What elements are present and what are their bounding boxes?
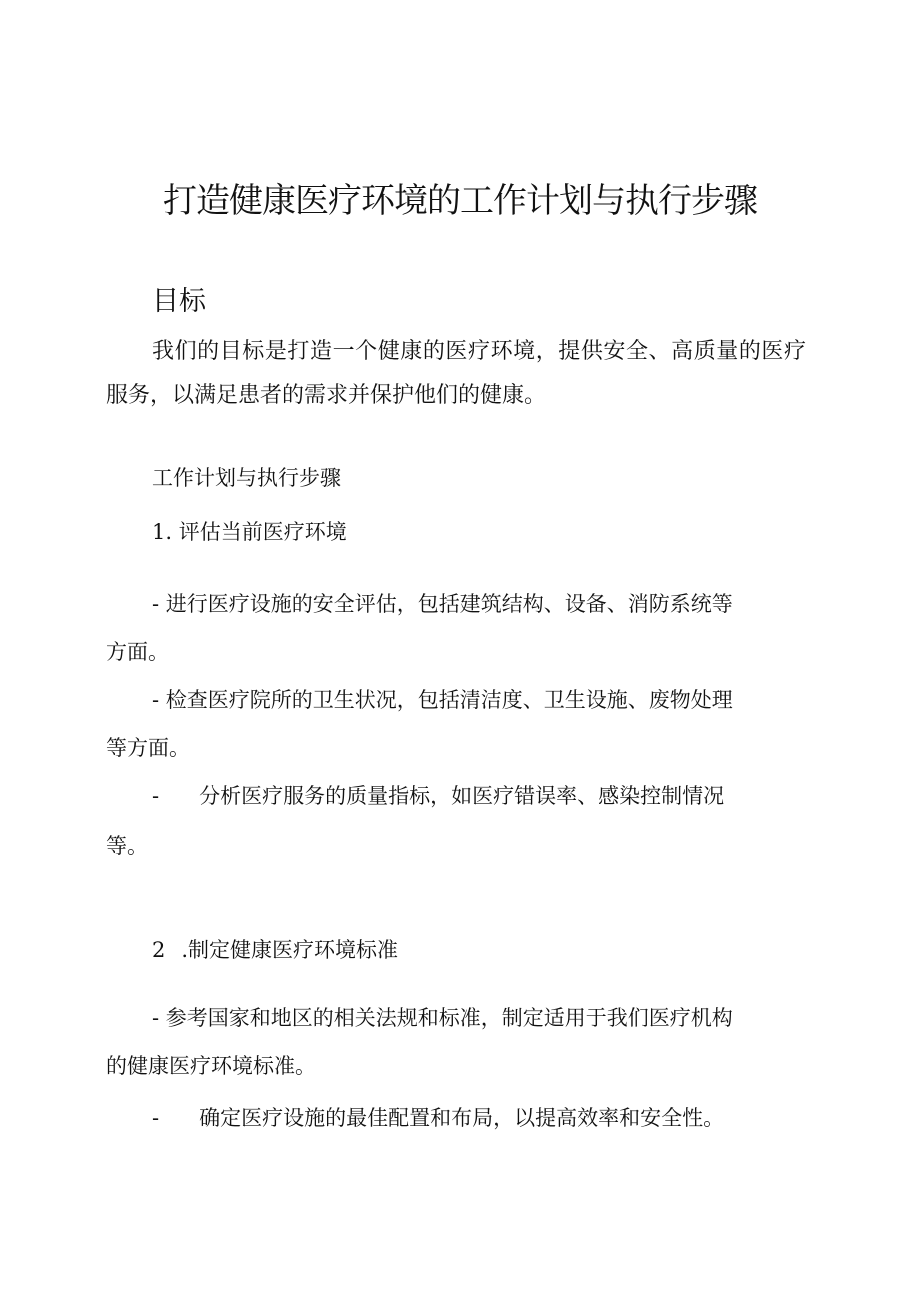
- step2-item2-line1: [152, 1100, 724, 1136]
- goal-paragraph: 我们的目标是打造一个健康的医疗环境，提供安全、高质量的医疗服务，以满足患者的需求并保护他们的健康。: [106, 339, 806, 408]
- step2-heading-text: .制定健康医疗环境标准: [181, 938, 399, 962]
- step1-item1-line2: 方面。: [106, 640, 169, 664]
- step1-item3-line1: [152, 778, 724, 814]
- step1-item1-dash: -: [152, 592, 160, 616]
- step2-heading: [152, 932, 398, 968]
- step2-item2-text: 确定医疗设施的最佳配置和布局，以提高效率和安全性。: [199, 1106, 725, 1130]
- step1-item2-text: 检查医疗院所的卫生状况，包括清洁度、卫生设施、废物处理: [165, 688, 733, 712]
- step1-item3-line2: 等。: [106, 834, 148, 858]
- document-title: 打造健康医疗环境的工作计划与执行步骤: [163, 181, 757, 221]
- plan-heading: 工作计划与执行步骤: [152, 466, 341, 490]
- step1-heading: 1. 评估当前医疗环境: [152, 520, 347, 544]
- step1-item1-text: 进行医疗设施的安全评估，包括建筑结构、设备、消防系统等: [165, 592, 733, 616]
- step1-item2-dash: -: [152, 688, 160, 712]
- step1-item3-text: 分析医疗服务的质量指标，如医疗错误率、感染控制情况: [199, 784, 725, 808]
- step2-item1-line2: 的健康医疗环境标准。: [106, 1054, 316, 1078]
- goal-heading: 目标: [152, 286, 206, 317]
- step1-item3-dash: -: [152, 784, 160, 808]
- step2-item1-line1: [152, 1000, 733, 1036]
- step1-item2-line2: 等方面。: [106, 736, 190, 760]
- step1-item2-line1: [152, 682, 733, 718]
- step2-item1-text: 参考国家和地区的相关法规和标准，制定适用于我们医疗机构: [165, 1006, 733, 1030]
- step1-item1-line1: [152, 586, 733, 622]
- step2-number: 2: [152, 938, 166, 962]
- step2-item2-dash: -: [152, 1106, 160, 1130]
- step2-item1-dash: -: [152, 1006, 160, 1030]
